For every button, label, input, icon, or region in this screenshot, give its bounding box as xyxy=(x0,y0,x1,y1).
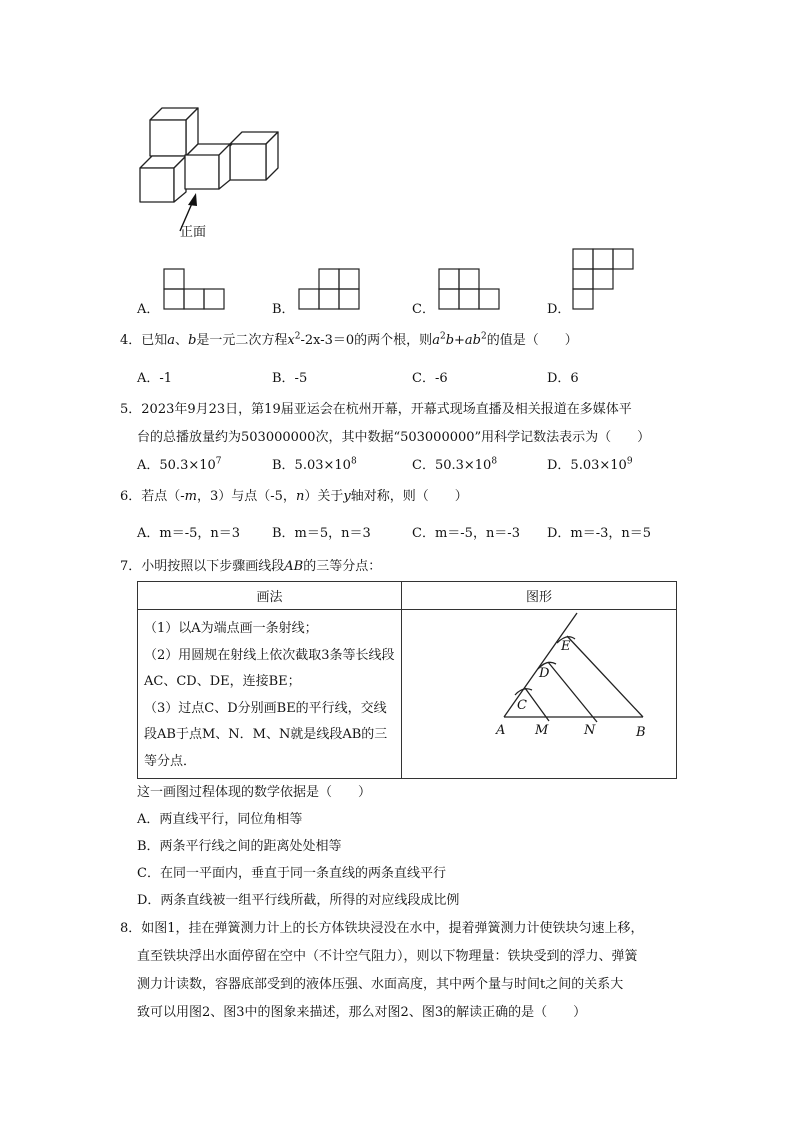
q5-option-a: A．$50.3\times 10^7$ xyxy=(137,456,222,473)
question-5-line2: 台的总播放量约为503000000次，其中数据“503000000”用科学记数法表示为（ ） xyxy=(137,430,651,445)
q4-option-c: C．-6 xyxy=(412,371,448,386)
label-B: B xyxy=(636,725,646,740)
cube-3d-figure xyxy=(130,95,290,245)
option-b-view xyxy=(298,268,360,310)
q6-option-b: B．m＝5，n＝3 xyxy=(272,526,371,541)
question-8-line2: 直至铁块浮出水面停留在空中（不计空气阻力），则以下物理量：铁块受到的浮力、弹簧 xyxy=(137,949,638,964)
q4-option-d: D．6 xyxy=(547,371,579,386)
question-4: 4．已知a、b是一元二次方程$x^2-2x-3=0$的两个根，则$a^2b+ab^2$的值是（ ） xyxy=(120,331,578,348)
table-header-method: 画法 xyxy=(138,582,402,610)
step-3: （3）过点C、D分别画BE的平行线，交线段AB于点M、N．M、N就是线段AB的三等分点． xyxy=(144,700,388,769)
trisection-figure xyxy=(401,609,676,779)
label-D: D xyxy=(539,666,550,681)
option-d-label: D． xyxy=(547,302,571,317)
question-7-intro: 7．小明按照以下步骤画线段AB的三等分点： xyxy=(120,559,382,574)
step-2: （2）用圆规在射线上依次截取3条等长线段AC、CD、DE，连接BE； xyxy=(144,647,395,689)
question-8-line1: 8．如图1，挂在弹簧测力计上的长方体铁块浸没在水中，提着弹簧测力计使铁块匀速上移， xyxy=(120,921,644,936)
q7-option-d: D．两条直线被一组平行线所截，所得的对应线段成比例 xyxy=(137,893,460,908)
steps-cell xyxy=(138,610,402,779)
q6-option-d: D．m＝-3，n＝5 xyxy=(547,526,652,541)
option-c-view xyxy=(438,268,500,310)
q4-option-b: B．-5 xyxy=(272,371,308,386)
step-1: （1）以A为端点画一条射线； xyxy=(144,621,318,636)
question-8-line4: 致可以用图2、图3中的图象来描述，那么对图2、图3的解读正确的是（ ） xyxy=(137,1005,587,1020)
option-a-label: A． xyxy=(137,302,160,317)
q7-question: 这一画图过程体现的数学依据是（ ） xyxy=(137,785,372,800)
question-8-line3: 测力计读数，容器底部受到的液体压强、水面高度，其中两个量与时间t之间的关系大 xyxy=(137,977,624,992)
option-b-label: B． xyxy=(272,302,295,317)
option-c-label: C． xyxy=(412,302,435,317)
q5-option-c: C．$50.3\times 10^8$ xyxy=(412,456,498,473)
q6-option-c: C．m＝-5，n＝-3 xyxy=(412,526,520,541)
q5-option-d: D．$5.03\times 10^9$ xyxy=(547,456,633,473)
q7-option-c: C．在同一平面内，垂直于同一条直线的两条直线平行 xyxy=(137,866,446,881)
label-N: N xyxy=(584,723,596,738)
q7-option-b: B．两条平行线之间的距离处处相等 xyxy=(137,839,342,854)
front-view-label: 正面 xyxy=(180,225,207,240)
table-header-figure: 图形 xyxy=(402,582,677,610)
question-5-line1: 5．2023年9月23日，第19届亚运会在杭州开幕，开幕式现场直播及相关报道在多媒体平 xyxy=(120,402,632,417)
q4-option-a: A．-1 xyxy=(137,371,173,386)
question-6: 6．若点（-m，3）与点（-5，n）关于y轴对称，则（ ） xyxy=(120,489,468,504)
q6-option-a: A．m＝-5，n＝3 xyxy=(137,526,241,541)
q7-option-a: A．两直线平行，同位角相等 xyxy=(137,812,303,827)
label-A: A xyxy=(496,723,506,738)
option-a-view xyxy=(163,268,225,310)
label-C: C xyxy=(517,698,527,713)
label-M: M xyxy=(535,723,549,738)
q5-option-b: B．$5.03\times 10^8$ xyxy=(272,456,357,473)
label-E: E xyxy=(561,639,571,654)
option-d-view xyxy=(572,248,634,310)
